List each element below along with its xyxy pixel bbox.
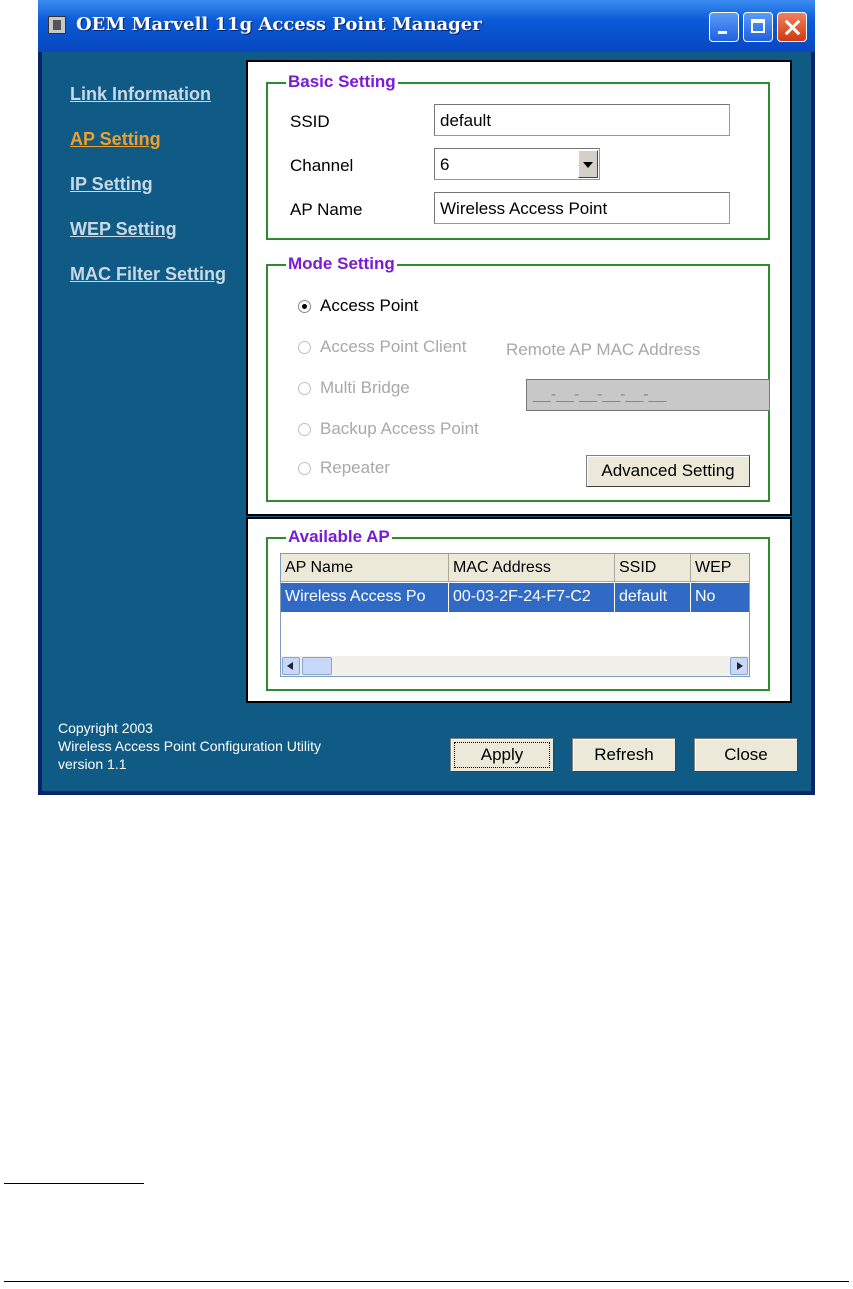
column-header-mac-address[interactable]: MAC Address [449, 554, 615, 582]
cell-mac-address: 00-03-2F-24-F7-C2 [449, 583, 615, 612]
cell-ssid: default [615, 583, 691, 612]
refresh-button[interactable]: Refresh [572, 738, 676, 772]
radio-label-repeater: Repeater [320, 458, 390, 477]
column-header-wep[interactable]: WEP [691, 554, 750, 582]
column-header-ap-name[interactable]: AP Name [281, 554, 449, 582]
settings-panel [246, 60, 792, 516]
radio-backup-access-point[interactable] [298, 423, 311, 436]
ap-name-label: AP Name [290, 200, 363, 219]
available-ap-group [266, 527, 770, 691]
app-icon[interactable] [48, 16, 66, 34]
scroll-left-icon[interactable] [282, 657, 300, 675]
nav-ap-setting[interactable]: AP Setting [70, 129, 161, 149]
radio-label-access-point-client: Access Point Client [320, 337, 467, 356]
available-ap-panel [246, 517, 792, 703]
radio-multi-bridge[interactable] [298, 382, 311, 395]
minimize-button[interactable] [709, 12, 739, 42]
nav-link-information[interactable]: Link Information [70, 84, 211, 104]
apply-button[interactable]: Apply [450, 738, 554, 772]
close-button[interactable]: Close [694, 738, 798, 772]
cell-wep: No [695, 588, 716, 605]
channel-label: Channel [290, 156, 354, 175]
radio-access-point[interactable] [298, 300, 311, 313]
column-header-ssid[interactable]: SSID [615, 554, 691, 582]
mode-setting-group [266, 254, 770, 502]
radio-label-multi-bridge: Multi Bridge [320, 378, 410, 397]
remote-mac-label: Remote AP MAC Address [506, 340, 701, 359]
radio-label-access-point: Access Point [320, 296, 419, 315]
available-ap-legend: Available AP [288, 527, 390, 546]
app-window [38, 0, 815, 795]
horizontal-scrollbar[interactable] [281, 656, 749, 676]
basic-setting-group [266, 72, 770, 240]
channel-select[interactable] [434, 148, 600, 180]
utility-name-text: Wireless Access Point Configuration Utility [58, 738, 321, 754]
radio-repeater[interactable] [298, 462, 311, 475]
ap-name-input[interactable]: Wireless Access Point [434, 192, 730, 224]
remote-mac-input[interactable]: __-__-__-__-__-__ [526, 379, 770, 411]
available-ap-list[interactable] [280, 553, 750, 677]
footnote-rule [4, 1183, 144, 1184]
table-row[interactable] [281, 583, 750, 612]
radio-label-backup-access-point: Backup Access Point [320, 419, 479, 438]
title-bar[interactable] [38, 0, 815, 52]
advanced-setting-button[interactable]: Advanced Setting [586, 455, 750, 487]
mode-setting-legend: Mode Setting [288, 254, 395, 273]
scroll-thumb[interactable] [302, 657, 332, 675]
channel-value: 6 [440, 155, 450, 174]
window-title: OEM Marvell 11g Access Point Manager [76, 14, 482, 35]
nav-ip-setting[interactable]: IP Setting [70, 174, 153, 194]
ssid-input[interactable]: default [434, 104, 730, 136]
nav-mac-filter-setting[interactable]: MAC Filter Setting [70, 264, 226, 284]
copyright-text: Copyright 2003 [58, 720, 153, 736]
scroll-right-icon[interactable] [730, 657, 748, 675]
radio-access-point-client[interactable] [298, 341, 311, 354]
maximize-button[interactable] [743, 12, 773, 42]
version-text: version 1.1 [58, 756, 127, 772]
close-window-button[interactable] [777, 12, 807, 42]
basic-setting-legend: Basic Setting [288, 72, 396, 91]
nav-wep-setting[interactable]: WEP Setting [70, 219, 177, 239]
cell-ap-name: Wireless Access Po [281, 583, 449, 612]
ssid-label: SSID [290, 112, 330, 131]
client-area [42, 52, 811, 791]
page-footer-rule [4, 1281, 849, 1282]
list-header [281, 554, 750, 582]
chevron-down-icon[interactable] [578, 150, 598, 178]
